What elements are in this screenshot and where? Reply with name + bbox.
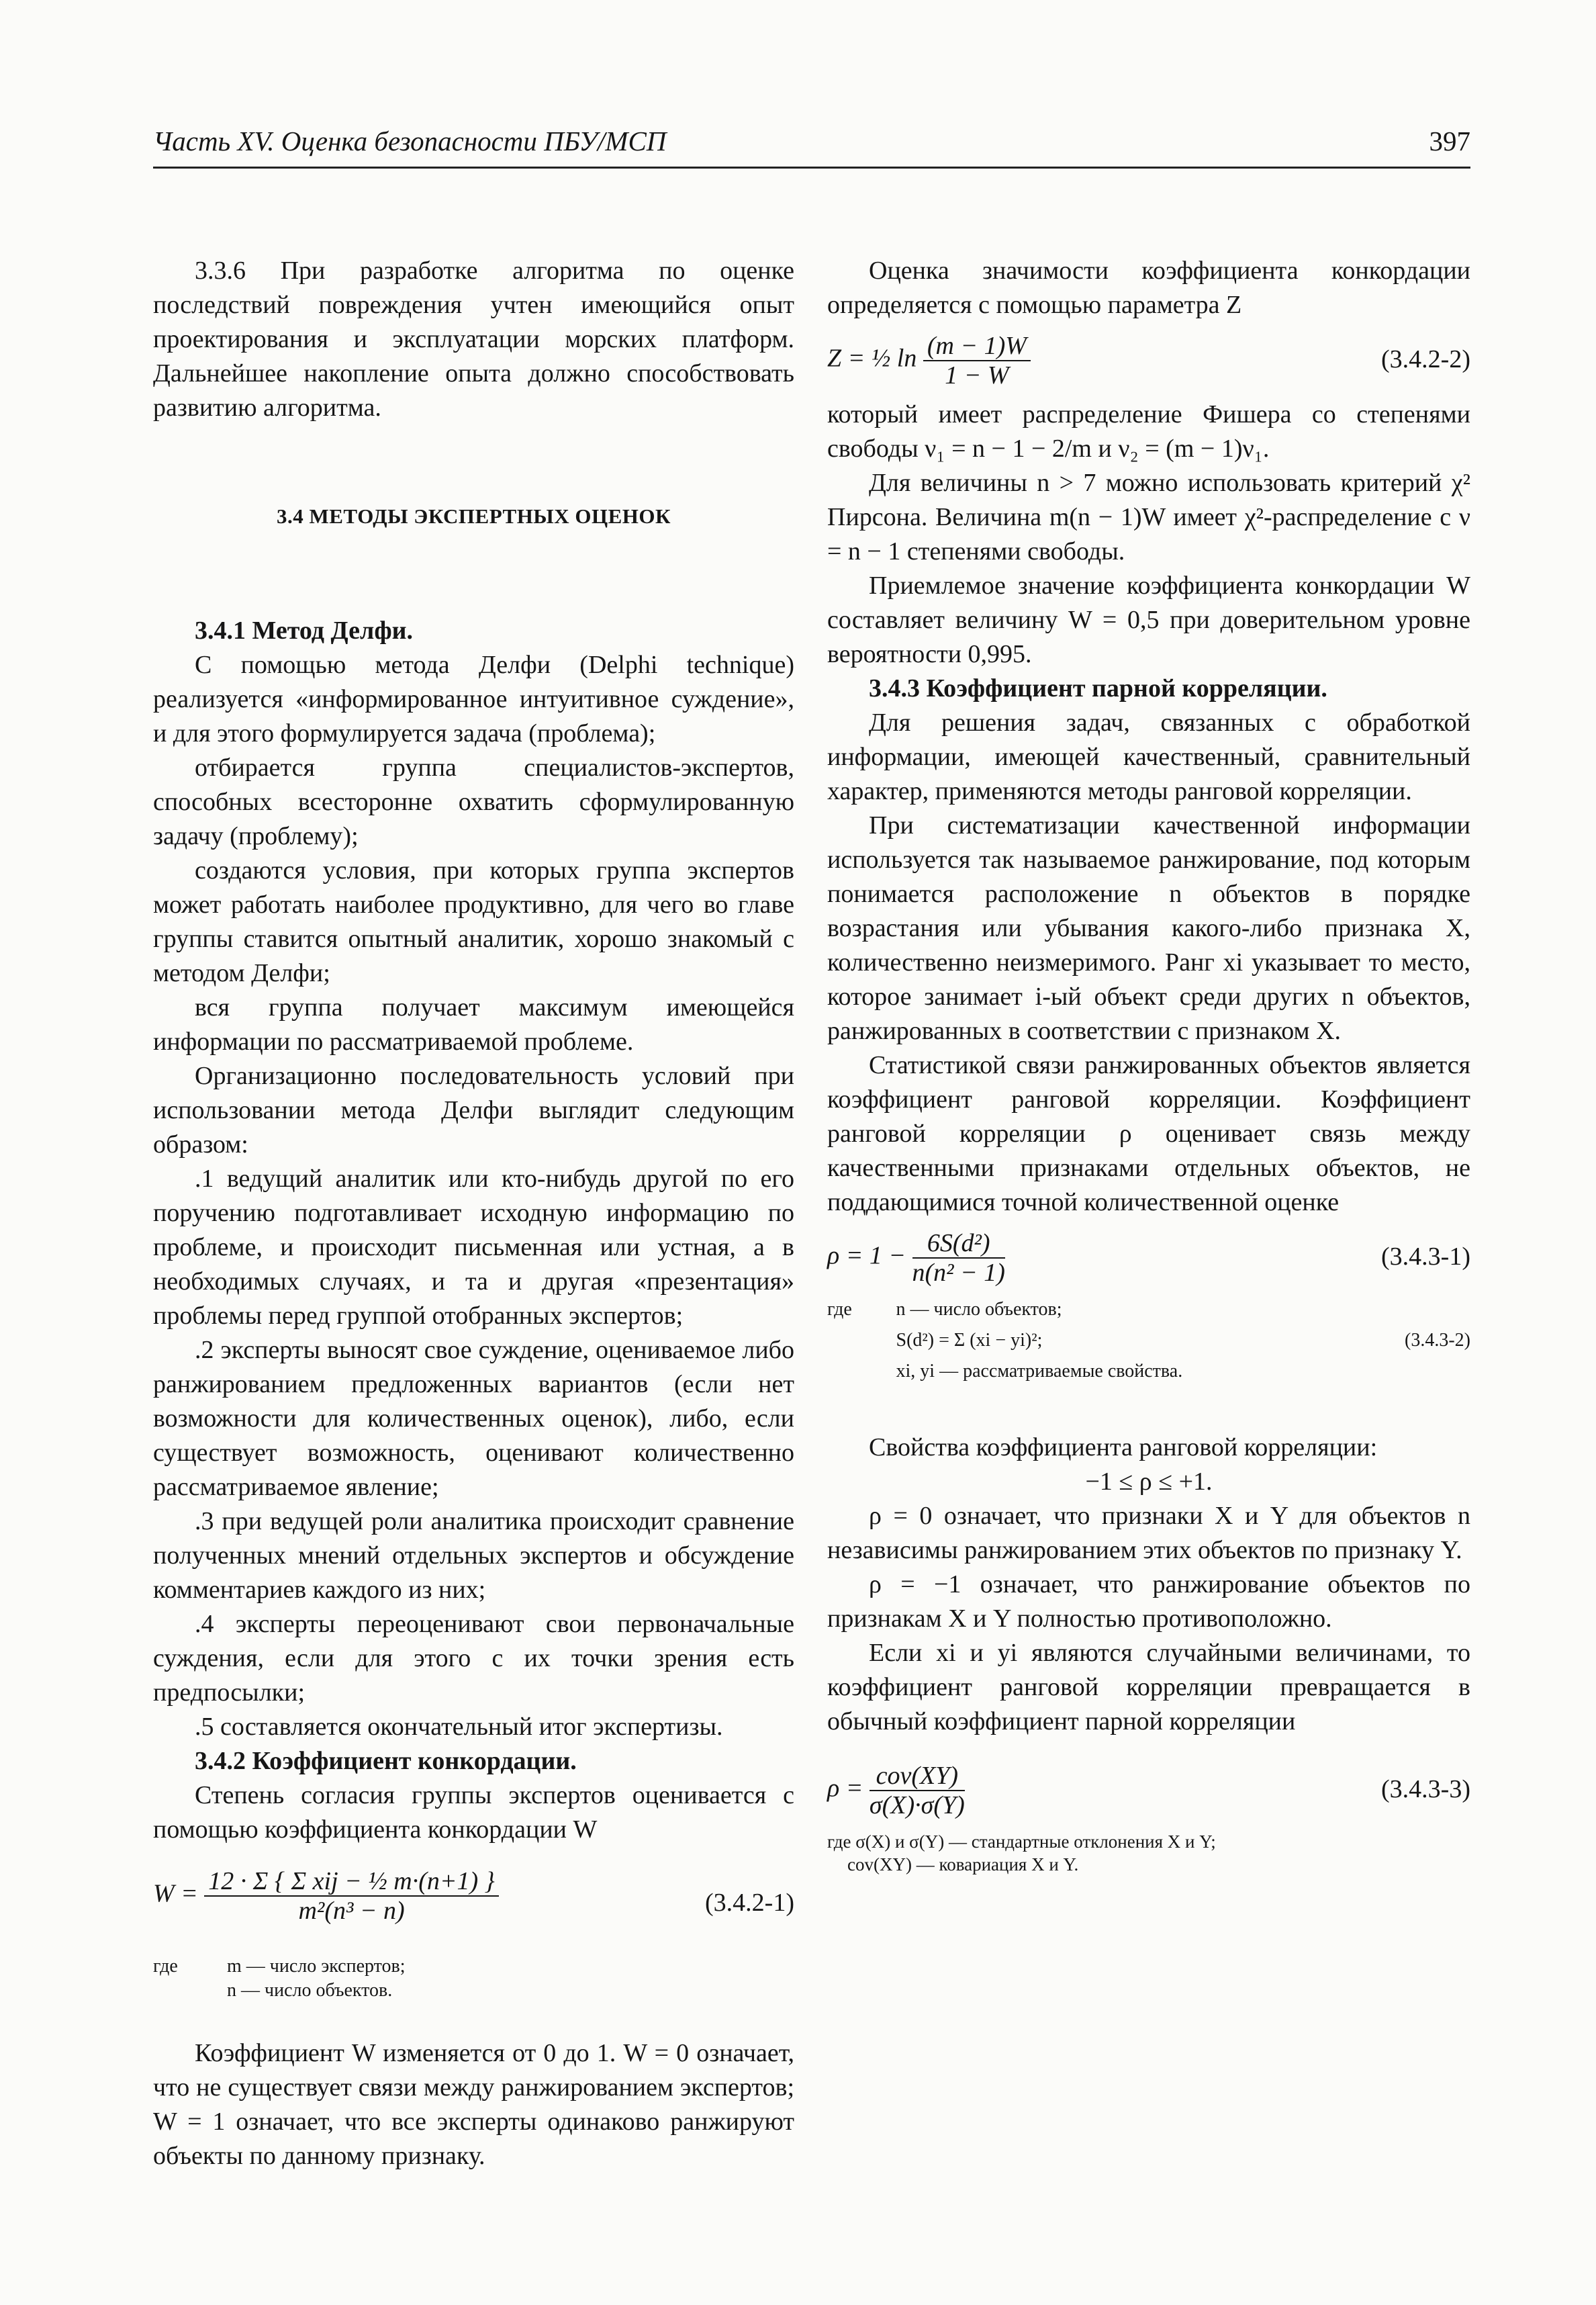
running-title: Часть XV. Оценка безопасности ПБУ/МСП [153,126,667,156]
formula-lhs: Z = ½ ln [827,344,917,373]
formula-denominator: σ(X)·σ(Y) [869,1791,965,1819]
paragraph: Если xi и yi являются случайными величинами, то коэффициент ранговой корреляции превращается в обычный коэффициент парной корреляции [827,1639,1470,1735]
formula-fraction [912,1229,1005,1287]
definition-n: n — число объектов; [896,1299,1062,1320]
step-2: .2 эксперты выносят свое суждение, оцениваемое либо ранжированием предложенных вариантов (если нет возможности для количественных оценок), либо, если существует возможность, оценивают количественно рассматриваемое явление; [153,1336,794,1501]
formula-denominator: n(n² − 1) [912,1259,1005,1287]
left-column [153,254,794,2173]
formula-lhs: W = [153,1879,198,1908]
formula-numerator: 6S(d²) [912,1229,1005,1259]
where-label: где [153,1956,178,1977]
paragraph: При систематизации качественной информации используется так называемое ранжирование, под которым понимается расположение n объектов в порядке возрастания или убывания какого-либо признака X, количественно неизмеримого. Ранг xi указывает то место, которое занимает i-ый объект среди других n объектов, ранжированных в соответствии с признаком X. [827,811,1470,1045]
paragraph: вся группа получает максимум имеющейся информации по рассматриваемой проблеме. [153,993,794,1056]
formula-lhs: ρ = [827,1774,863,1803]
formula-numerator: cov(XY) [870,1762,965,1791]
paragraph: Для величины n > 7 можно использовать критерий χ² Пирсона. Величина m(n − 1)W имеет χ²-распределение с ν = n − 1 степенями свободы. [827,469,1470,566]
paragraph: который имеет распределение Фишера со степенями свободы ν₁ = n − 1 − 2/m и ν₂ = (m − 1)ν₁. [827,400,1470,463]
formula-number: (3.4.3-3) [1381,1775,1470,1803]
paragraph-3-3-6: 3.3.6 При разработке алгоритма по оценке последствий повреждения учтен имеющийся опыт проектирования и эксплуатации морских платформ. Дальнейшее накопление опыта должно способствовать развитию алгоритма. [153,257,794,422]
formula-fraction [870,1762,965,1819]
page-header [153,125,1470,169]
section-title: 3.4 МЕТОДЫ ЭКСПЕРТНЫХ ОЦЕНОК [277,504,671,528]
paragraph: создаются условия, при которых группа экспертов может работать наиболее продуктивно, для чего во главе группы ставится опытный аналитик, хорошо знакомый с методом Делфи; [153,856,794,987]
footnote-1: где σ(X) и σ(Y) — стандартные отклонения X и Y; [827,1832,1216,1852]
where-label: где [827,1299,852,1320]
paragraph: ρ = −1 означает, что ранжирование объектов по признакам X и Y полностью противоположно. [827,1570,1470,1633]
step-3: .3 при ведущей роли аналитика происходит сравнение полученных мнений отдельных экспертов и обсуждение комментариев каждого из них; [153,1507,794,1604]
subsection-3-4-3-title: 3.4.3 Коэффициент парной корреляции. [869,674,1327,703]
paragraph: Степень согласия группы экспертов оценивается с помощью коэффициента конкордации W [153,1781,794,1844]
paragraph: Коэффициент W изменяется от 0 до 1. W = 0 означает, что не существует связи между ранжированием экспертов; W = 1 означает, что все эксперты одинаково ранжируют объекты по данному признаку. [153,2039,794,2170]
step-4: .4 эксперты переоценивают свои первоначальные суждения, если для этого с их точки зрения есть предпосылки; [153,1610,794,1707]
formula-lhs: ρ = 1 − [827,1241,906,1270]
inequality: −1 ≤ ρ ≤ +1. [1085,1467,1213,1496]
formula-3-4-3-1 [827,1226,1470,1291]
paragraph: отбирается группа специалистов-экспертов, способных всесторонне охватить сформулированную задачу (проблему); [153,754,794,850]
formula-fraction [204,1867,499,1925]
paragraph: Приемлемое значение коэффициента конкордации W составляет величину W = 0,5 при доверительном уровне вероятности 0,995. [827,572,1470,668]
formula-3-4-2-2 [827,329,1470,394]
formula-numerator: (m − 1)W [923,332,1031,361]
subsection-3-4-2-title: 3.4.2 Коэффициент конкордации. [195,1747,577,1775]
formula-fraction [923,332,1031,390]
formula-number: (3.4.2-1) [705,1889,794,1917]
formula-3-4-3-3 [827,1759,1470,1823]
formula-denominator: 1 − W [945,361,1009,390]
paragraph: Организационно последовательность условий при использовании метода Делфи выглядит следующим образом: [153,1062,794,1159]
definition-xy: xi, yi — рассматриваемые свойства. [896,1361,1183,1382]
definition-s: S(d²) = Σ (xi − yi)²; [896,1330,1043,1351]
paragraph: Для решения задач, связанных с обработкой информации, имеющей качественный, сравнительный характер, применяются методы ранговой корреляции. [827,709,1470,805]
step-5: .5 составляется окончательный итог экспертизы. [195,1713,723,1741]
paragraph: Статистикой связи ранжированных объектов является коэффициент ранговой корреляции. Коэффициент ранговой корреляции ρ оценивает связь между качественными признаками отдельных объектов, не поддающимися точной количественной оценке [827,1051,1470,1216]
formula-3-4-2-1 [153,1854,794,1948]
definitions [153,1954,794,2003]
paragraph: Оценка значимости коэффициента конкордации определяется с помощью параметра Z [827,257,1470,319]
paragraph: С помощью метода Делфи (Delphi technique) реализуется «информированное интуитивное суждение», и для этого формулируется задача (проблема); [153,651,794,748]
page-number: 397 [1429,126,1470,156]
formula-number: (3.4.3-2) [1405,1330,1470,1351]
formula-numerator: 12 · Σ { Σ xij − ½ m·(n+1) } [204,1867,499,1897]
formula-denominator: m²(n³ − n) [298,1897,405,1925]
formula-number: (3.4.3-1) [1381,1242,1470,1271]
step-1: .1 ведущий аналитик или кто-нибудь другой по его поручению подготавливает исходную информацию по проблеме, и происходит письменная или устная, а в необходимых случаях, и та и другая «презентация» проблемы перед группой отобранных экспертов; [153,1165,794,1330]
footnote-2: cov(XY) — ковариация X и Y. [847,1854,1079,1874]
formula-number: (3.4.2-2) [1381,345,1470,373]
subsection-3-4-1-title: 3.4.1 Метод Делфи. [195,617,414,645]
definitions [827,1298,1470,1384]
paragraph: Свойства коэффициента ранговой корреляции: [869,1433,1378,1461]
definition-n: n — число объектов. [227,1980,393,2001]
paragraph: ρ = 0 означает, что признаки X и Y для объектов n независимы ранжированием этих объектов по признаку Y. [827,1502,1470,1564]
right-column [827,254,1470,1876]
definition-m: m — число экспертов; [227,1956,406,1977]
